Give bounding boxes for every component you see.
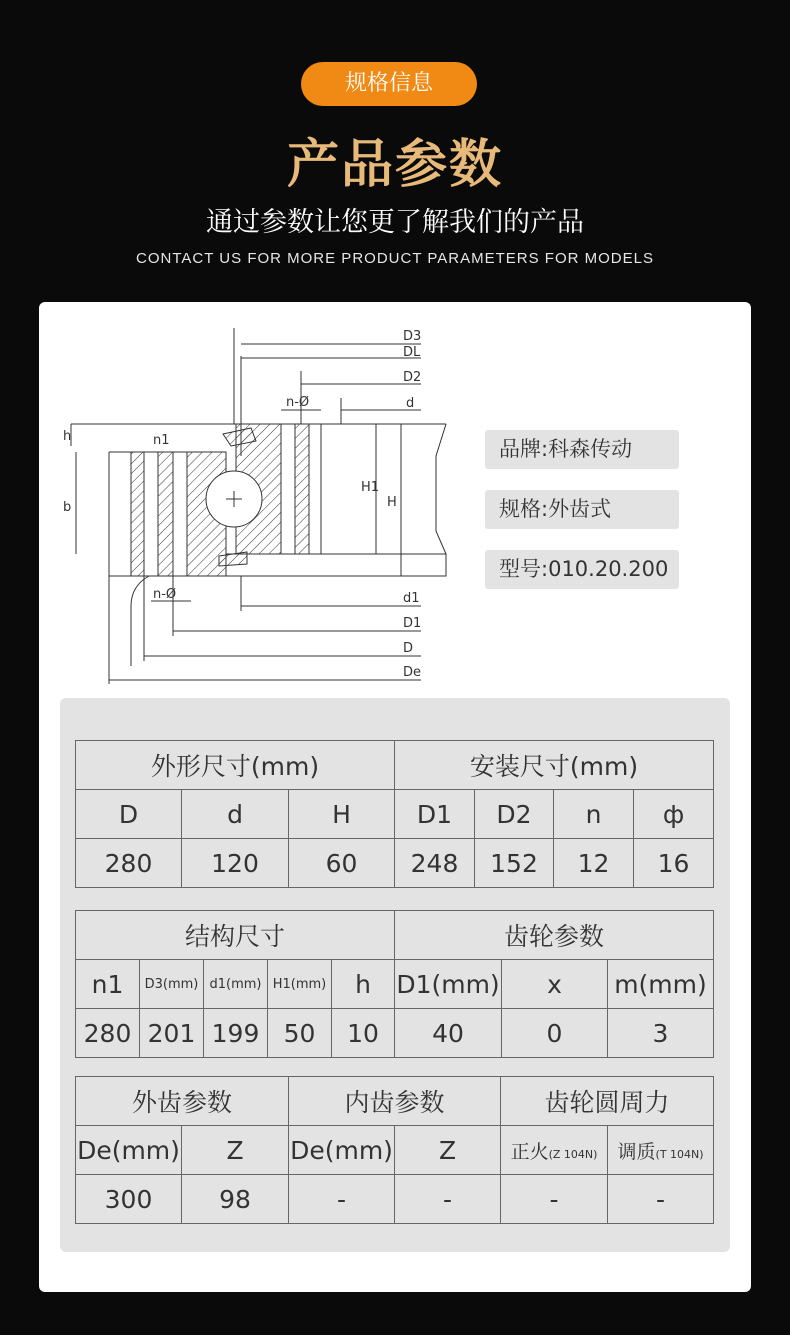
label-DL: DL [403,345,421,360]
value-H1: 50 [268,1009,332,1058]
header-normalized-force: 正火(Z 104N) [501,1126,608,1175]
bearing-diagram [51,316,491,696]
value-D1: 248 [395,839,475,888]
group-outer-size: 外形尺寸(mm) [76,741,395,790]
value-m: 3 [608,1009,714,1058]
label-n-phi-top: n-Ø [286,395,310,410]
label-D: D [403,641,414,656]
spec-brand: 品牌:科森传动 [485,430,679,469]
label-n1: n1 [153,433,170,448]
value-H: 60 [289,839,395,888]
header-H1: H1(mm) [268,960,332,1009]
header-D3: D3(mm) [140,960,204,1009]
spec-type: 规格:外齿式 [485,490,679,529]
value-inner-Z: - [395,1175,501,1224]
header-outer-De: De(mm) [76,1126,182,1175]
label-d: d [406,396,415,411]
header-gear-D1: D1(mm) [395,960,502,1009]
value-D: 280 [76,839,182,888]
value-d: 120 [182,839,289,888]
group-gear-params: 齿轮参数 [395,911,714,960]
page-subtitle-en: CONTACT US FOR MORE PRODUCT PARAMETERS FOR MODELS [136,250,654,267]
label-d1: d1 [403,591,420,606]
header-inner-Z: Z [395,1126,501,1175]
header-d: d [182,790,289,839]
header-n1: n1 [76,960,140,1009]
table-dimensions [75,740,714,888]
header-x: x [502,960,608,1009]
group-outer-teeth: 外齿参数 [76,1077,289,1126]
label-D3: D3 [403,329,422,344]
header-m: m(mm) [608,960,714,1009]
header-outer-Z: Z [182,1126,289,1175]
value-outer-De: 300 [76,1175,182,1224]
header-d1: d1(mm) [204,960,268,1009]
value-d1: 199 [204,1009,268,1058]
value-h: 10 [332,1009,395,1058]
value-phi: 16 [634,839,714,888]
value-n: 12 [554,839,634,888]
label-H: H [387,495,397,510]
group-structure-size: 结构尺寸 [76,911,395,960]
spec-model: 型号:010.20.200 [485,550,679,589]
label-D1: D1 [403,616,422,631]
value-D3: 201 [140,1009,204,1058]
value-normalized-force: - [501,1175,608,1224]
group-gear-force: 齿轮圆周力 [501,1077,714,1126]
page-title: 产品参数 [286,135,503,195]
value-D2: 152 [475,839,554,888]
header-D: D [76,790,182,839]
label-D2: D2 [403,370,422,385]
header-D2: D2 [475,790,554,839]
header-inner-De: De(mm) [289,1126,395,1175]
value-x: 0 [502,1009,608,1058]
header-h: h [332,960,395,1009]
section-badge: 规格信息 [301,62,477,106]
group-mount-size: 安装尺寸(mm) [395,741,714,790]
header-n: n [554,790,634,839]
value-inner-De: - [289,1175,395,1224]
header-D1: D1 [395,790,475,839]
value-outer-Z: 98 [182,1175,289,1224]
parameter-panel [60,698,730,1252]
label-n-phi-bottom: n-Ø [153,587,177,602]
value-tempered-force: - [608,1175,714,1224]
group-inner-teeth: 内齿参数 [289,1077,501,1126]
label-b: b [63,500,72,515]
label-h: h [63,429,72,444]
label-De: De [403,665,422,680]
value-n1: 280 [76,1009,140,1058]
header-phi: ф [634,790,714,839]
product-card [39,302,751,1292]
value-gear-D1: 40 [395,1009,502,1058]
table-teeth-force [75,1076,714,1224]
label-H1: H1 [361,480,380,495]
page-subtitle: 通过参数让您更了解我们的产品 [206,207,584,238]
header-H: H [289,790,395,839]
header-tempered-force: 调质(T 104N) [608,1126,714,1175]
table-structure-gear [75,910,714,1058]
